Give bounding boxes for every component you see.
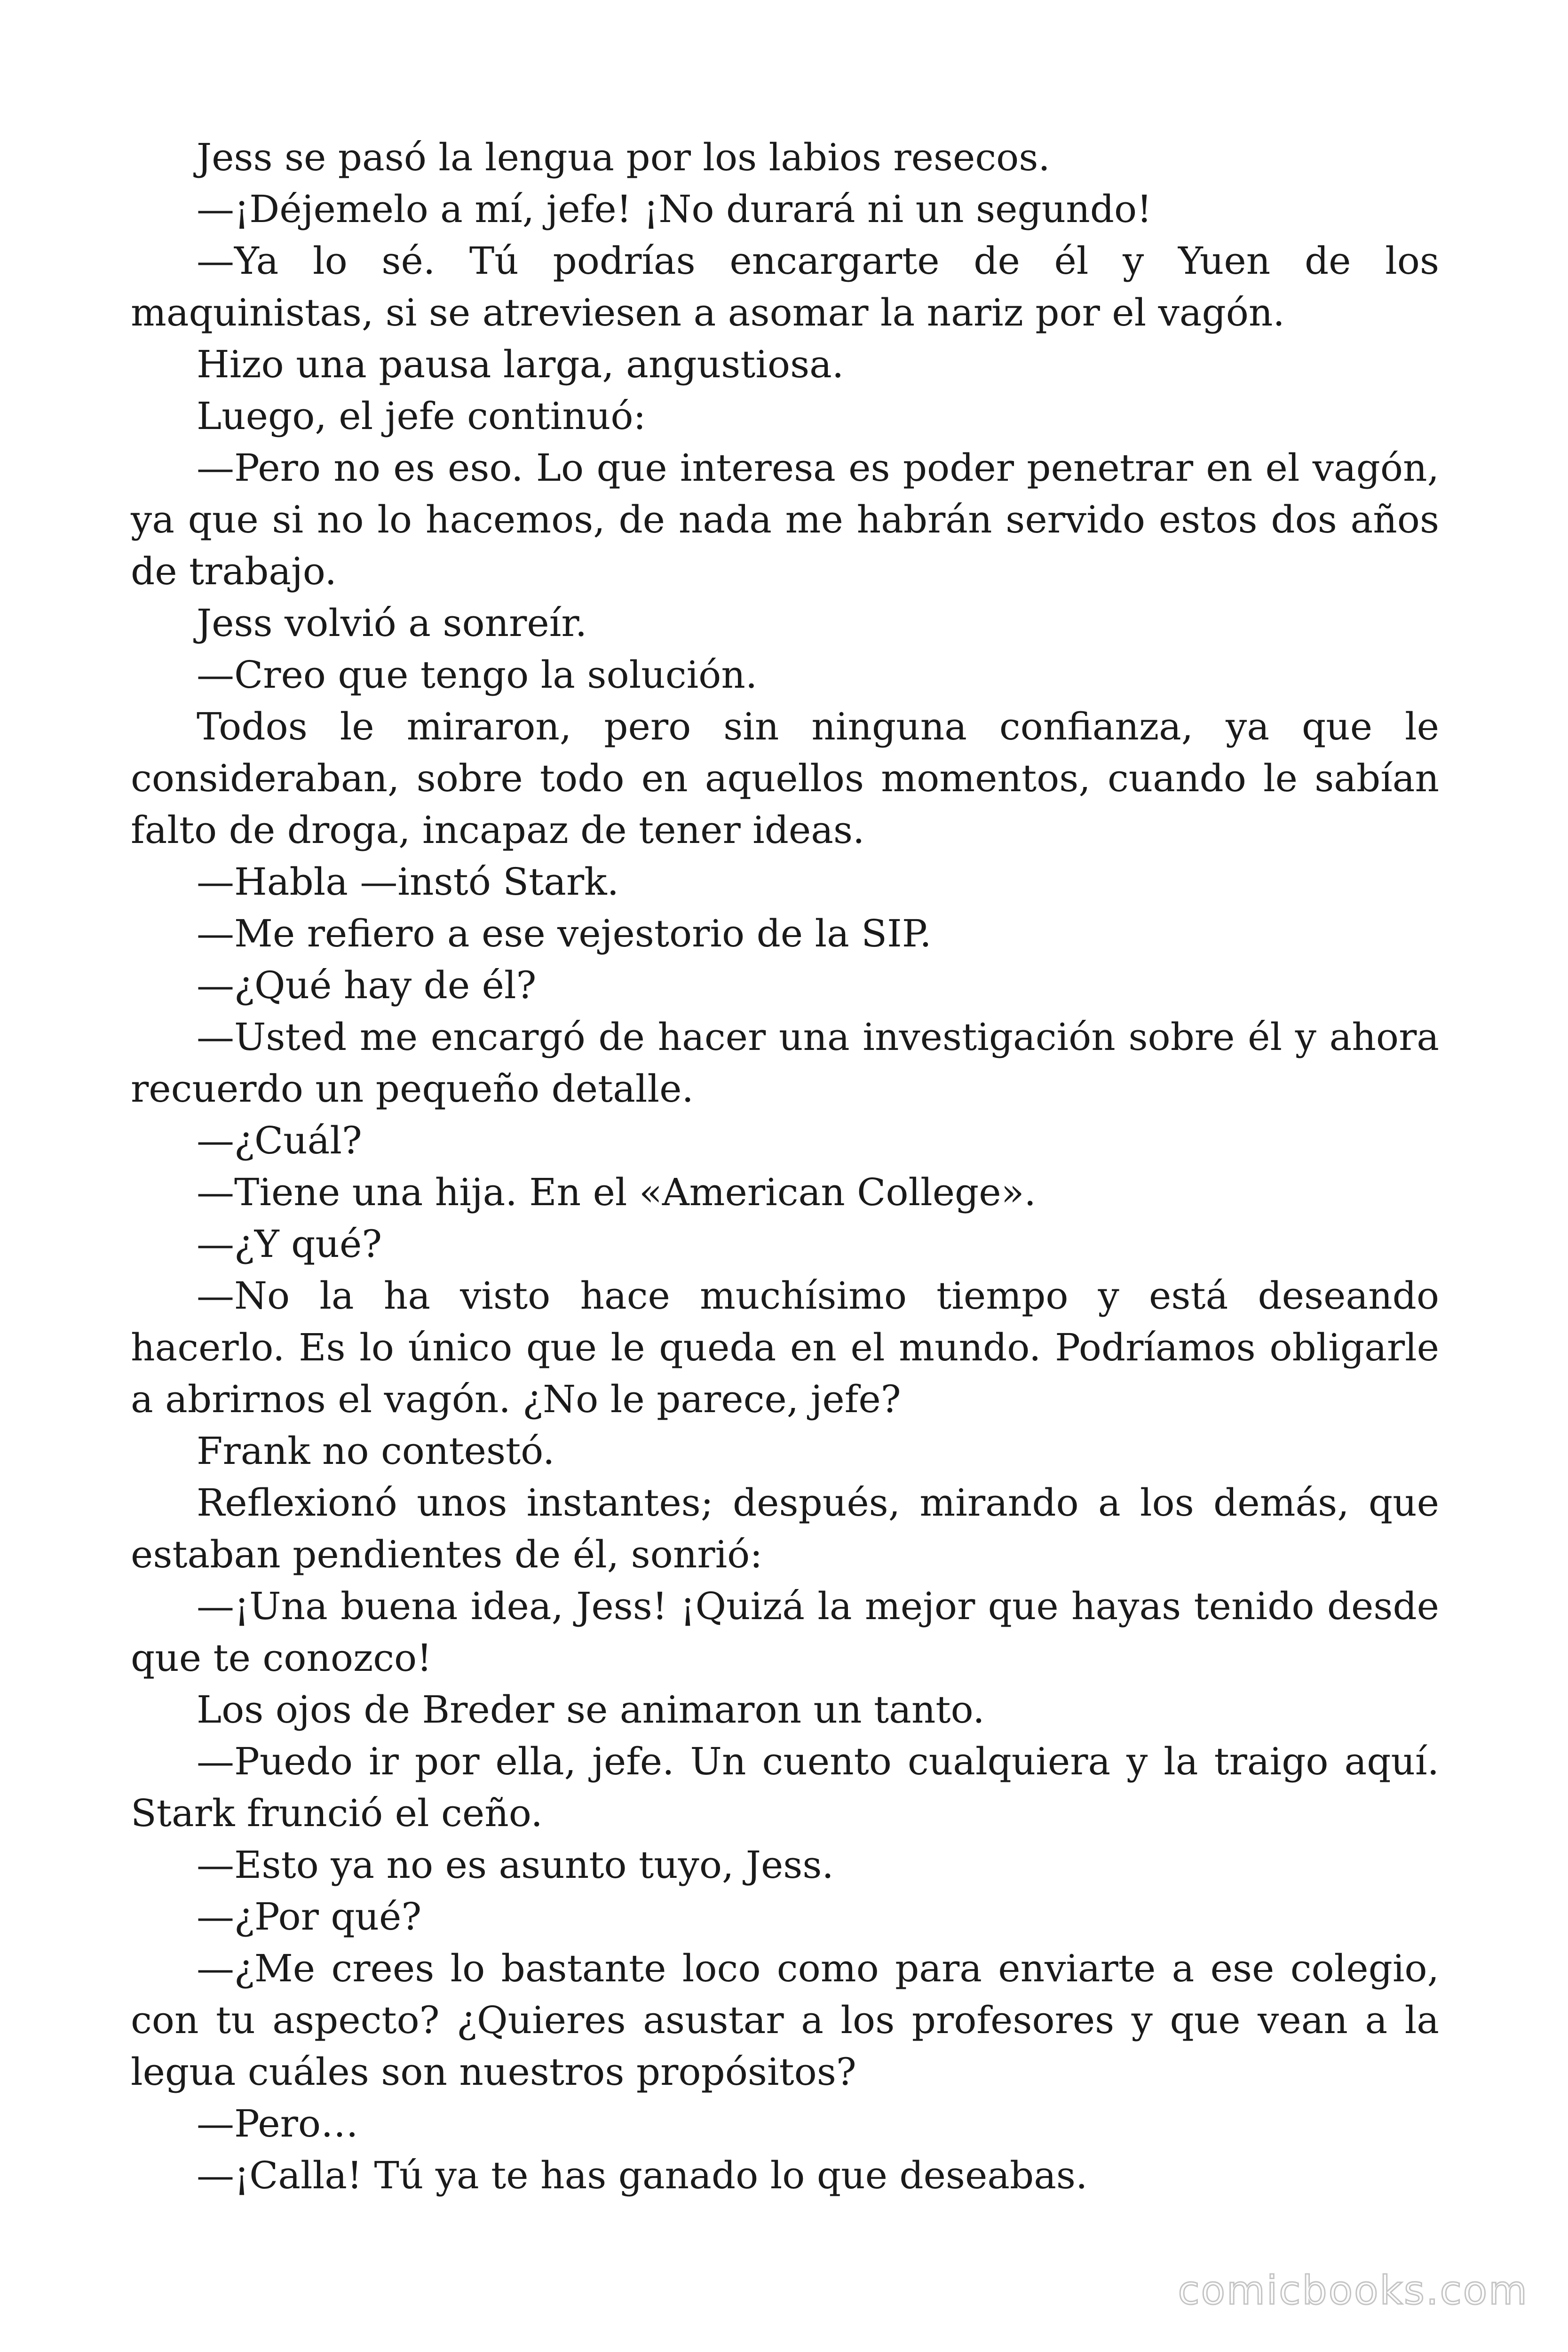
page-body	[131, 132, 1439, 2201]
paragraph: —Me refiero a ese vejestorio de la SIP.	[197, 912, 932, 955]
paragraph: Jess volvió a sonreír.	[197, 601, 587, 645]
paragraph: Hizo una pausa larga, angustiosa.	[197, 342, 844, 386]
paragraph: —Usted me encargó de hacer una investigación sobre él y ahora recuerdo un pequeño detalle.	[131, 1015, 1439, 1111]
paragraph: —Ya lo sé. Tú podrías encargarte de él y Yuen de los maquinistas, si se atreviesen a asomar la nariz por el vagón.	[131, 239, 1439, 334]
paragraph: —Creo que tengo la solución.	[197, 653, 758, 697]
paragraph: —¿Me crees lo bastante loco como para enviarte a ese colegio, con tu aspecto? ¿Quieres asustar a los profesores y que vean a la legua cuáles son nuestros propósitos?	[131, 1947, 1439, 2094]
paragraph: Frank no contestó.	[197, 1429, 555, 1473]
paragraph: —¡Calla! Tú ya te has ganado lo que deseabas.	[197, 2153, 1088, 2197]
paragraph: Todos le miraron, pero sin ninguna confianza, ya que le consideraban, sobre todo en aquellos momentos, cuando le sabían falto de droga, incapaz de tener ideas.	[131, 705, 1439, 852]
paragraph: —Puedo ir por ella, jefe. Un cuento cualquiera y la traigo aquí. Stark frunció el ceño.	[131, 1740, 1439, 1835]
paragraph: —¿Qué hay de él?	[197, 963, 537, 1007]
paragraph: —¿Por qué?	[197, 1895, 422, 1939]
paragraph: —Pero no es eso. Lo que interesa es poder penetrar en el vagón, ya que si no lo hacemos, de nada me habrán servido estos dos años de trabajo.	[131, 446, 1439, 593]
paragraph: —¡Déjemelo a mí, jefe! ¡No durará ni un segundo!	[197, 187, 1152, 231]
paragraph: —No la ha visto hace muchísimo tiempo y está deseando hacerlo. Es lo único que le queda en el mundo. Podríamos obligarle a abrirnos el vagón. ¿No le parece, jefe?	[131, 1274, 1439, 1421]
paragraph: Reflexionó unos instantes; después, mirando a los demás, que estaban pendientes de él, sonrió:	[131, 1481, 1439, 1576]
paragraph: Los ojos de Breder se animaron un tanto.	[197, 1688, 985, 1732]
paragraph: —¿Y qué?	[197, 1222, 382, 1266]
paragraph: —Habla —instó Stark.	[197, 860, 619, 904]
paragraph: —Pero…	[197, 2102, 358, 2145]
paragraph: —¡Una buena idea, Jess! ¡Quizá la mejor que hayas tenido desde que te conozco!	[131, 1584, 1439, 1680]
paragraph: —¿Cuál?	[197, 1119, 362, 1162]
paragraph: —Esto ya no es asunto tuyo, Jess.	[197, 1843, 834, 1887]
paragraph: Jess se pasó la lengua por los labios resecos.	[197, 135, 1050, 179]
watermark: comicbooks.com	[1178, 2267, 1528, 2313]
paragraph: Luego, el jefe continuó:	[197, 394, 646, 438]
paragraph: —Tiene una hija. En el «American College».	[197, 1170, 1036, 1214]
